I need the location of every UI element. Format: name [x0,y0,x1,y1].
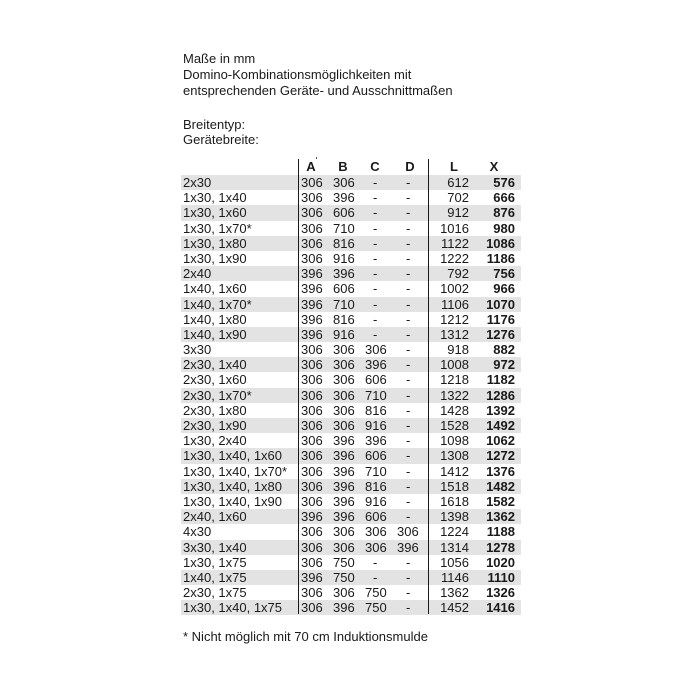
value-c-cell: 396 [365,433,387,449]
combination-cell: 1x40, 1x75 [183,569,247,585]
footnote: * Nicht möglich mit 70 cm Induktionsmulde [183,629,428,644]
intro-block [183,51,453,99]
value-c-cell: - [373,175,378,190]
value-d-cell: - [406,372,411,388]
value-c-cell: 750 [365,585,387,601]
width-type-label: Breitentyp: [183,117,246,132]
value-x-cell: 1020 [486,554,515,570]
value-b-cell: 606 [333,281,355,297]
value-d-cell: - [406,342,411,358]
combination-table [181,157,521,615]
value-l-cell: 1122 [441,235,469,251]
table-row [181,494,521,509]
column-divider-right [428,159,429,614]
combination-cell: 1x30, 1x60 [183,205,247,221]
value-x-cell: 1186 [486,250,515,266]
value-x-cell: 1482 [486,478,515,494]
value-x-cell: 666 [493,190,515,206]
combination-cell: 2x30, 1x60 [183,372,247,388]
device-width-label: Gerätebreite: [183,132,259,147]
value-b-cell: 750 [333,569,355,585]
table-row [181,221,521,236]
value-c-cell: - [373,235,378,251]
value-a-cell: 306 [301,175,323,190]
value-x-cell: 1182 [486,372,515,388]
value-d-cell: - [406,250,411,266]
value-d-cell: - [406,569,411,585]
value-l-cell: 1222 [440,250,469,266]
combination-cell: 1x30, 1x40, 1x70* [183,463,288,479]
value-a-cell: 306 [301,493,323,509]
value-a-cell: 306 [301,539,323,555]
combination-cell: 2x40, 1x60 [183,509,247,525]
value-a-cell: 306 [301,190,323,206]
header-b: B [338,159,348,174]
value-l-cell: 918 [447,342,469,358]
combination-cell: 1x30, 1x40 [183,190,247,206]
value-l-cell: 1056 [440,554,469,570]
combination-cell: 2x30, 1x80 [183,402,247,418]
value-d-cell: - [406,448,411,464]
value-x-cell: 1062 [486,433,515,449]
type-labels [183,117,259,147]
table-row [181,297,521,312]
value-x-cell: 576 [493,175,515,190]
table-row [181,585,521,600]
table-row [181,448,521,463]
value-a-cell: 306 [301,433,323,449]
value-c-cell: - [373,266,378,282]
table-row [181,509,521,524]
value-x-cell: 1416 [486,600,515,616]
table-row [181,327,521,342]
header-x: X [489,159,499,174]
value-b-cell: 306 [333,357,355,373]
value-c-cell: - [373,281,378,297]
value-a-cell: 396 [301,509,323,525]
combination-cell: 1x30, 1x70* [183,220,252,236]
value-c-cell: 816 [365,402,387,418]
combination-cell: 1x30, 1x40, 1x80 [183,478,283,494]
table-row [181,205,521,220]
value-a-cell: 306 [301,600,323,616]
value-b-cell: 306 [333,539,355,555]
value-l-cell: 1312 [440,326,469,342]
table-row [181,464,521,479]
value-a-cell: 306 [301,478,323,494]
table-row [181,372,521,387]
combination-cell: 3x30 [183,342,212,358]
value-l-cell: 1428 [440,402,469,418]
value-c-cell: - [373,250,378,266]
value-l-cell: 1314 [440,539,469,555]
value-a-cell: 306 [301,220,323,236]
value-d-cell: - [406,190,411,206]
combination-cell: 2x30, 1x40 [183,357,247,373]
value-a-cell: 306 [301,235,323,251]
table-row [181,281,521,296]
value-a-cell: 306 [301,357,323,373]
combination-cell: 2x30, 1x90 [183,418,247,433]
value-l-cell: 792 [447,266,469,282]
value-a-cell: 396 [301,569,323,585]
table-row [181,266,521,281]
value-b-cell: 816 [333,311,355,327]
value-c-cell: 750 [365,600,387,616]
value-l-cell: 1308 [440,448,469,464]
value-b-cell: 306 [333,402,355,418]
table-row [181,190,521,205]
combination-cell: 1x40, 1x80 [183,311,247,327]
value-x-cell: 972 [493,357,515,373]
value-c-cell: - [373,326,378,342]
value-d-cell: - [406,175,411,190]
table-row [181,175,521,190]
value-l-cell: 1106 [441,296,469,312]
value-l-cell: 1218 [440,372,469,388]
value-a-cell: 306 [301,418,323,433]
value-b-cell: 306 [333,524,355,540]
table-row [181,357,521,372]
value-a-cell: 306 [301,250,323,266]
value-c-cell: 306 [365,539,387,555]
value-x-cell: 1286 [486,387,515,403]
value-d-cell: 306 [397,524,419,540]
value-x-cell: 1376 [486,463,515,479]
combination-cell: 1x40, 1x70* [183,296,252,312]
table-row [181,251,521,266]
value-x-cell: 1070 [486,296,515,312]
value-a-cell: 306 [301,585,323,601]
value-l-cell: 912 [447,205,469,221]
combination-cell: 4x30 [183,524,212,540]
value-b-cell: 306 [333,175,355,190]
value-l-cell: 1618 [440,493,469,509]
units-note: Maße in mm [183,51,256,66]
value-c-cell: - [373,190,378,206]
value-x-cell: 756 [493,266,515,282]
value-x-cell: 882 [493,342,515,358]
value-x-cell: 1326 [486,585,515,601]
value-d-cell: - [406,478,411,494]
value-l-cell: 1518 [440,478,469,494]
combination-cell: 1x30, 2x40 [183,433,247,449]
value-x-cell: 1362 [486,509,515,525]
combination-cell: 3x30, 1x40 [183,539,247,555]
table-row [181,540,521,555]
value-x-cell: 1276 [486,326,515,342]
table-row [181,570,521,585]
value-l-cell: 1452 [440,600,469,616]
value-b-cell: 396 [333,448,355,464]
value-d-cell: - [406,266,411,282]
combination-cell: 2x30, 1x70* [183,387,252,403]
value-a-cell: 396 [301,326,323,342]
value-l-cell: 1008 [440,357,469,373]
column-divider-left [298,159,299,614]
value-d-cell: 396 [397,539,419,555]
table-row [181,403,521,418]
value-d-cell: - [406,311,411,327]
value-x-cell: 1086 [486,235,515,251]
value-b-cell: 606 [333,205,355,221]
value-l-cell: 1098 [440,433,469,449]
value-d-cell: - [406,585,411,601]
combination-cell: 1x30, 1x40, 1x75 [183,600,283,616]
value-l-cell: 1016 [440,220,469,236]
value-l-cell: 1398 [440,509,469,525]
value-l-cell: 1322 [440,387,469,403]
value-l-cell: 1528 [440,418,469,433]
value-l-cell: 1212 [440,311,469,327]
value-l-cell: 1146 [441,569,469,585]
table-row [181,433,521,448]
value-a-cell: 396 [301,281,323,297]
intro-title-line: entsprechenden Geräte- und Ausschnittmaßen [183,83,453,98]
table-row [181,524,521,539]
value-x-cell: 876 [493,205,515,221]
value-d-cell: - [406,402,411,418]
value-x-cell: 980 [493,220,515,236]
header-d: D [405,159,415,174]
value-a-cell: 306 [301,372,323,388]
value-c-cell: 306 [365,524,387,540]
header-a: A [306,159,316,174]
value-b-cell: 710 [333,296,355,312]
combination-cell: 2x40 [183,266,212,282]
value-b-cell: 306 [333,387,355,403]
value-d-cell: - [406,357,411,373]
table-row [181,600,521,615]
combination-cell: 1x30, 1x90 [183,250,247,266]
combination-cell: 1x30, 1x75 [183,554,247,570]
value-c-cell: - [373,296,378,312]
table-row [181,388,521,403]
value-x-cell: 1188 [486,524,515,540]
value-b-cell: 306 [333,372,355,388]
value-x-cell: 1176 [486,311,515,327]
table-header [181,157,521,175]
value-a-cell: 306 [301,205,323,221]
value-b-cell: 396 [333,478,355,494]
value-c-cell: 606 [365,509,387,525]
header-c: C [370,159,380,174]
value-l-cell: 702 [447,190,469,206]
combination-cell: 2x30, 1x75 [183,585,247,601]
value-a-cell: 396 [301,266,323,282]
value-a-cell: 306 [301,342,323,358]
value-d-cell: - [406,387,411,403]
value-d-cell: - [406,433,411,449]
value-c-cell: - [373,554,378,570]
value-c-cell: 916 [365,493,387,509]
value-b-cell: 306 [333,585,355,601]
value-d-cell: - [406,220,411,236]
combination-cell: 1x40, 1x60 [183,281,247,297]
value-d-cell: - [406,554,411,570]
value-l-cell: 1224 [440,524,469,540]
value-b-cell: 816 [333,235,355,251]
value-l-cell: 1002 [440,281,469,297]
value-x-cell: 966 [493,281,515,297]
intro-title-line: Domino-Kombinationsmöglichkeiten mit [183,67,412,82]
table-row [181,479,521,494]
value-b-cell: 396 [333,190,355,206]
value-b-cell: 396 [333,463,355,479]
value-b-cell: 396 [333,600,355,616]
value-b-cell: 306 [333,418,355,433]
value-d-cell: - [406,205,411,221]
value-b-cell: 710 [333,220,355,236]
value-c-cell: 606 [365,448,387,464]
value-a-cell: 396 [301,296,323,312]
combination-cell: 1x30, 1x40, 1x90 [183,493,283,509]
value-x-cell: 1582 [486,493,515,509]
value-c-cell: - [373,220,378,236]
value-b-cell: 396 [333,433,355,449]
value-l-cell: 612 [447,175,469,190]
value-c-cell: 606 [365,372,387,388]
value-b-cell: 916 [333,250,355,266]
value-a-cell: 306 [301,387,323,403]
value-x-cell: 1392 [486,402,515,418]
value-d-cell: - [406,326,411,342]
table-row [181,236,521,251]
value-d-cell: - [406,296,411,312]
value-b-cell: 396 [333,509,355,525]
table-row [181,312,521,327]
value-a-cell: 396 [301,311,323,327]
value-c-cell: 916 [365,418,387,433]
value-c-cell: - [373,205,378,221]
table-row [181,555,521,570]
value-l-cell: 1412 [440,463,469,479]
value-c-cell: 396 [365,357,387,373]
value-c-cell: - [373,311,378,327]
value-a-cell: 306 [301,402,323,418]
value-a-cell: 306 [301,463,323,479]
value-c-cell: 306 [365,342,387,358]
value-c-cell: 710 [365,387,387,403]
value-d-cell: - [406,418,411,433]
combination-cell: 1x30, 1x80 [183,235,247,251]
value-c-cell: 816 [365,478,387,494]
header-l: L [450,159,458,174]
value-b-cell: 306 [333,342,355,358]
value-c-cell: 710 [365,463,387,479]
value-d-cell: - [406,509,411,525]
value-d-cell: - [406,600,411,616]
table-row [181,342,521,357]
value-c-cell: - [373,569,378,585]
value-d-cell: - [406,463,411,479]
value-d-cell: - [406,493,411,509]
table-body [181,175,521,615]
value-a-cell: 306 [301,524,323,540]
combination-cell: 2x30 [183,175,212,190]
combination-cell: 1x40, 1x90 [183,326,247,342]
value-b-cell: 750 [333,554,355,570]
value-b-cell: 396 [333,493,355,509]
value-x-cell: 1492 [486,418,515,433]
combination-cell: 1x30, 1x40, 1x60 [183,448,283,464]
value-d-cell: - [406,235,411,251]
dotted-guide [316,157,317,159]
value-d-cell: - [406,281,411,297]
value-b-cell: 916 [333,326,355,342]
value-x-cell: 1278 [486,539,515,555]
value-b-cell: 396 [333,266,355,282]
value-a-cell: 306 [301,448,323,464]
value-x-cell: 1272 [486,448,515,464]
value-x-cell: 1110 [487,569,515,585]
value-a-cell: 306 [301,554,323,570]
table-row [181,418,521,433]
value-l-cell: 1362 [440,585,469,601]
